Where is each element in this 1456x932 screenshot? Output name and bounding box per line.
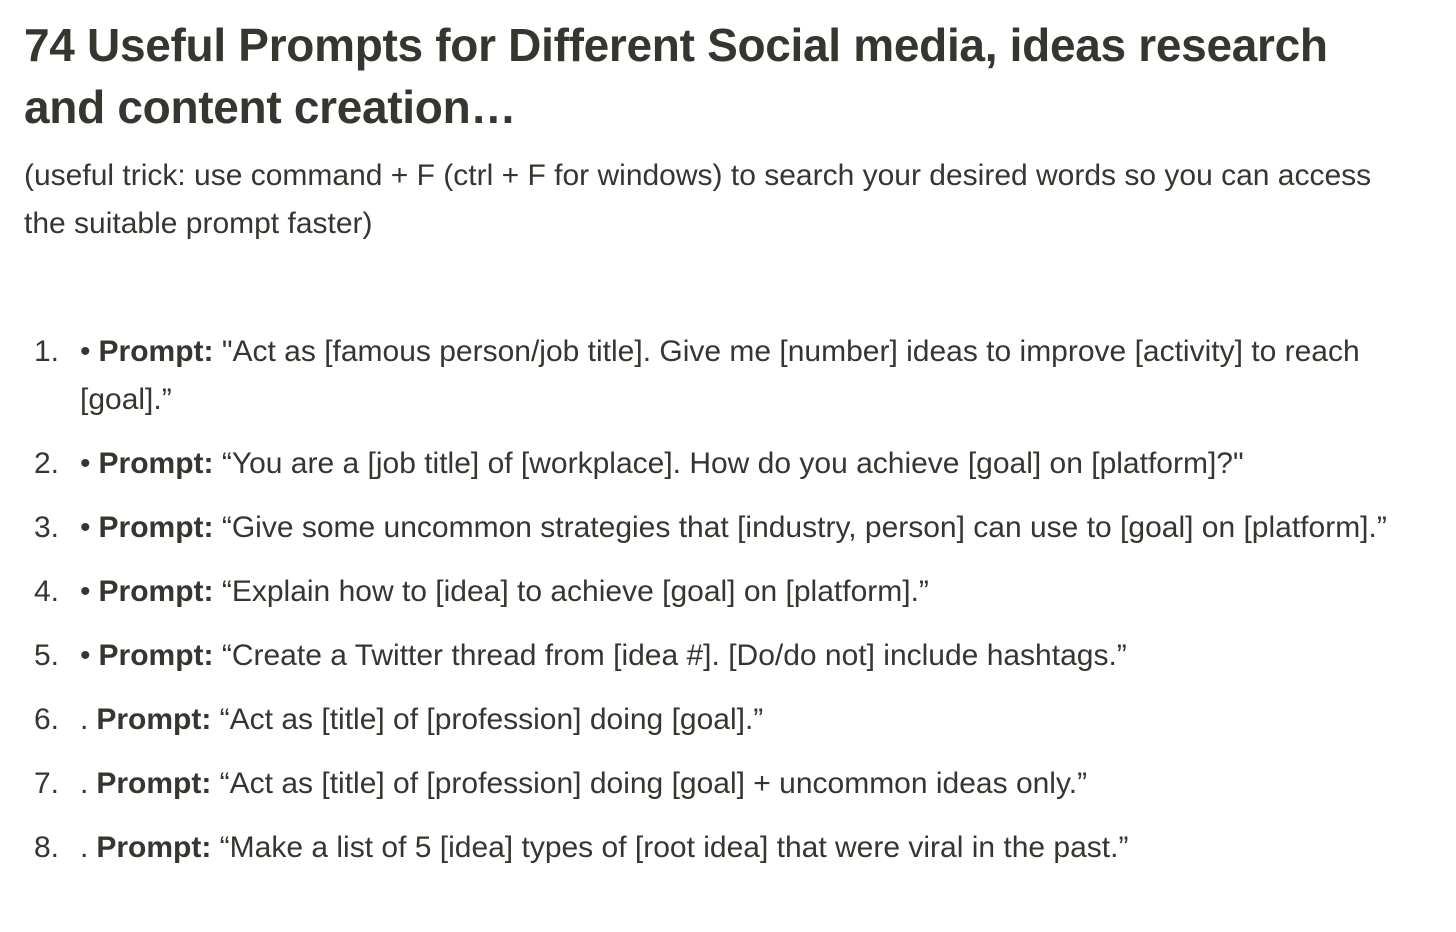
bullet-marker: • bbox=[80, 575, 91, 608]
prompt-text: “Make a list of 5 [idea] types of [root idea] that were viral in the past.” bbox=[211, 831, 1129, 864]
list-number: 4. bbox=[34, 575, 60, 608]
page-subtitle: (useful trick: use command + F (ctrl + F for windows) to search your desired words so you can access the suitable prompt faster) bbox=[24, 159, 1372, 240]
list-number: 1. bbox=[34, 335, 60, 368]
prompt-label: Prompt: bbox=[98, 447, 214, 480]
list-number: 2. bbox=[34, 447, 60, 480]
prompt-label: Prompt: bbox=[96, 767, 212, 800]
prompt-text: “You are a [job title] of [workplace]. How do you achieve [goal] on [platform]?" bbox=[213, 447, 1244, 480]
prompt-item-1 bbox=[24, 328, 1416, 424]
prompt-label: Prompt: bbox=[98, 335, 214, 368]
list-number: 6. bbox=[34, 703, 60, 736]
bullet-marker: • bbox=[80, 335, 91, 368]
prompt-item-2 bbox=[24, 440, 1416, 488]
prompt-label: Prompt: bbox=[98, 511, 214, 544]
list-number: 3. bbox=[34, 511, 60, 544]
prompt-list bbox=[24, 328, 1416, 888]
prompt-text: “Explain how to [idea] to achieve [goal] on [platform].” bbox=[213, 575, 929, 608]
bullet-marker: • bbox=[80, 639, 91, 672]
bullet-marker: • bbox=[80, 447, 91, 480]
bullet-marker: • bbox=[80, 511, 91, 544]
list-number: 5. bbox=[34, 639, 60, 672]
bullet-marker: . bbox=[80, 703, 89, 736]
prompt-text: “Create a Twitter thread from [idea #]. [Do/do not] include hashtags.” bbox=[213, 639, 1127, 672]
list-number: 8. bbox=[34, 831, 60, 864]
list-number: 7. bbox=[34, 767, 60, 800]
prompt-text: “Act as [title] of [profession] doing [goal].” bbox=[211, 703, 764, 736]
prompt-item-7 bbox=[24, 760, 1416, 808]
prompt-item-3 bbox=[24, 504, 1416, 552]
prompt-item-8 bbox=[24, 824, 1416, 872]
prompt-item-4 bbox=[24, 568, 1416, 616]
prompt-label: Prompt: bbox=[98, 575, 214, 608]
prompt-label: Prompt: bbox=[96, 703, 212, 736]
prompt-text: "Act as [famous person/job title]. Give me [number] ideas to improve [activity] to reach [goal].” bbox=[80, 335, 1360, 416]
bullet-marker: . bbox=[80, 831, 89, 864]
prompt-text: “Act as [title] of [profession] doing [goal] + uncommon ideas only.” bbox=[211, 767, 1088, 800]
prompt-item-5 bbox=[24, 632, 1416, 680]
prompt-label: Prompt: bbox=[98, 639, 214, 672]
prompt-text: “Give some uncommon strategies that [industry, person] can use to [goal] on [platform].” bbox=[213, 511, 1387, 544]
prompt-item-6 bbox=[24, 696, 1416, 744]
prompt-label: Prompt: bbox=[96, 831, 212, 864]
page-title: 74 Useful Prompts for Different Social media, ideas research and content creation… bbox=[24, 19, 1328, 133]
bullet-marker: . bbox=[80, 767, 89, 800]
